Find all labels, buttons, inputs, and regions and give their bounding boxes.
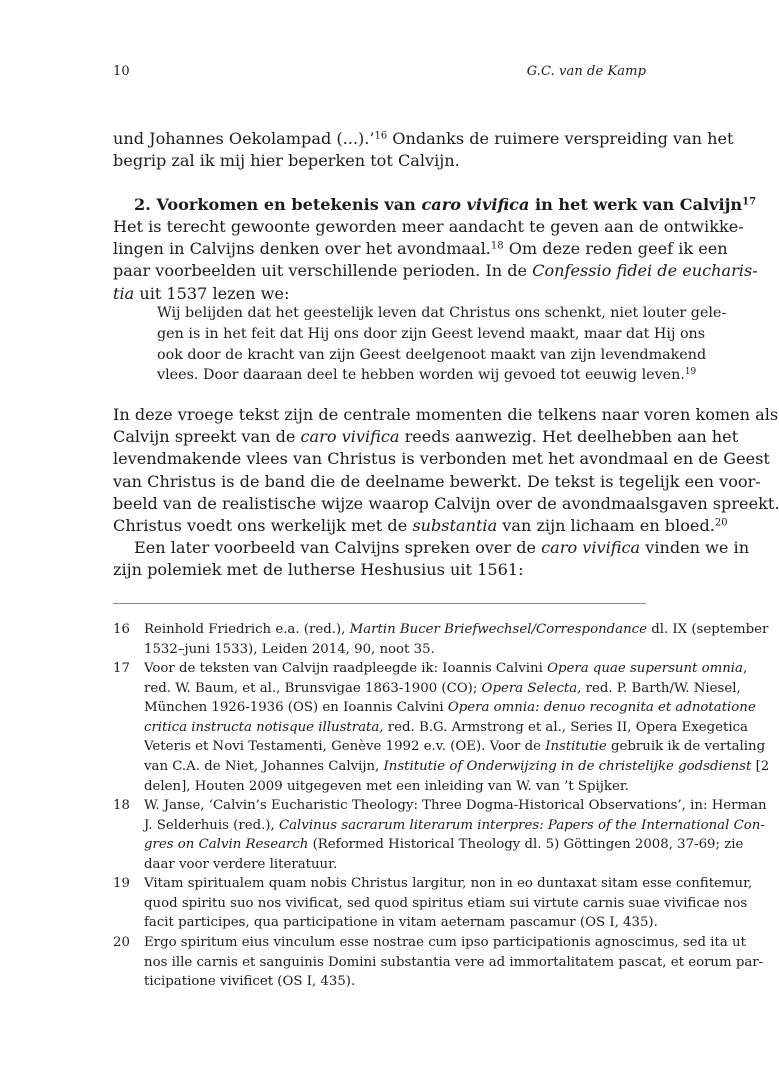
footnote-18 [113,796,767,874]
footnote-line: J. Selderhuis (red.), Calvinus sacrarum literarum interpres: Papers of the International Con- [144,817,765,833]
footnote-line: van C.A. de Niet, Johannes Calvijn, Institutie of Onderwijzing in de christelijke godsdienst [2 [144,758,770,774]
text-line: Calvijn spreekt van de caro vivifica reeds aanwezig. Het deelhebben aan het [113,427,739,447]
footnote-number: 17 [113,661,130,676]
footnote-line: Voor de teksten van Calvijn raadpleegde ik: Ioannis Calvini Opera quae supersunt omnia, [144,661,748,676]
footnote-19 [113,874,753,933]
text-line: beeld van de realistische wijze waarop Calvijn over de avondmaalsgaven spreekt. [113,493,779,513]
footnote-line: daar voor verdere literatuur. [144,856,338,872]
text-line: begrip zal ik mij hier beperken tot Calvijn. [113,151,460,171]
footnote-ref-19[interactable]: 19 [684,367,697,378]
quote-line: vlees. Door daaraan deel te hebben worden wij gevoed tot eeuwig leven.$^{19}$ [157,367,697,384]
text-line: Een later voorbeeld van Calvijns spreken over de caro vivifica vinden we in [134,538,750,557]
page-number: 10 [113,64,130,79]
footnote-line: critica instructa notisque illustrata, red. B.G. Armstrong et al., Series II, Opera Exegetica [144,719,748,735]
footnote-number: 18 [113,798,130,813]
footnote-number: 19 [113,876,130,891]
footnote-ref-16[interactable]: 16 [374,130,388,142]
paragraph-2 [113,404,779,537]
footnote-line: Vitam spiritualem quam nobis Christus largitur, non in eo duntaxat sitam esse confitemur, [144,876,753,891]
block-quote [157,303,727,386]
intro-paragraph [113,128,734,172]
footnote-line: München 1926-1936 (OS) en Ioannis Calvini Opera omnia: denuo recognita et adnotatione [144,700,756,716]
text-line: tia uit 1537 lezen we: [113,283,290,303]
section-heading: 2. Voorkomen en betekenis van caro vivifica in het werk van Calvijn$^{17}$ [134,195,757,214]
footnote-line: Reinhold Friedrich e.a. (red.), Martin Bucer Briefwechsel/Correspondance dl. IX (september [144,622,769,637]
paragraph-3 [113,537,750,581]
footnote-line: Veteris et Novi Testamenti, Genève 1992 e.v. (OE). Voor de Institutie gebruik ik de vertaling [144,739,766,755]
footnote-17 [113,659,770,796]
footnote-line: red. W. Baum, et al., Brunsvigae 1863-1900 (CO); Opera Selecta, red. P. Barth/W. Niesel, [144,680,741,696]
footnote-line: nos ille carnis et sanguinis Domini substantia vere ad immortalitatem pascat, et eorum par- [144,954,764,970]
footnote-20 [113,933,764,992]
footnote-ref-18[interactable]: 18 [490,240,504,252]
footnote-ref-17[interactable]: 17 [742,196,757,208]
running-head-author: G.C. van de Kamp [526,64,646,79]
text-line: Christus voedt ons werkelijk met de substantia van zijn lichaam en bloed.$^{20}$ [113,516,728,536]
footnote-line: facit participes, qua participatione in vitam aeternam pascamur (OS I, 435). [144,915,658,931]
text-line: zijn polemiek met de lutherse Heshusius uit 1561: [113,560,524,580]
text-line: und Johannes Oekolampad (...).’$^{16}$ Ondanks de ruimere verspreiding van het [113,129,734,148]
text-line: levendmakende vlees van Christus is verbonden met het avondmaal en de Geest [113,449,770,469]
quote-line: gen is in het feit dat Hij ons door zijn Geest levend maakt, maar dat Hij ons [157,325,706,342]
footnote-line: Ergo spiritum eius vinculum esse nostrae cum ipso participationis agnoscimus, sed ita ut [144,935,746,950]
text-line: In deze vroege tekst zijn de centrale momenten die telkens naar voren komen als [113,405,779,424]
footnote-divider [113,603,646,604]
text-line: van Christus is de band die de deelname bewerkt. De tekst is tegelijk een voor- [113,471,761,491]
footnote-16 [113,620,769,659]
paragraph-1 [113,216,758,305]
footnote-line: delen], Houten 2009 uitgegeven met een inleiding van W. van ’t Spijker. [144,778,629,794]
footnote-ref-20[interactable]: 20 [714,517,728,529]
footnote-line: ticipatione vivificet (OS I, 435). [144,974,356,990]
footnote-line: gres on Calvin Research (Reformed Historical Theology dl. 5) Göttingen 2008, 37-69; zie [144,837,744,853]
footnote-line: 1532–juni 1533), Leiden 2014, 90, noot 35. [144,641,435,657]
footnote-line: quod spiritu suo nos vivificat, sed quod spiritus etiam sui virtute carnis suae vivificae nos [144,895,748,911]
text-line: lingen in Calvijns denken over het avondmaal.$^{18}$ Om deze reden geef ik een [113,239,728,259]
quote-line: ook door de kracht van zijn Geest deelgenoot maakt van zijn levendmakend [157,346,707,363]
text-line: paar voorbeelden uit verschillende perioden. In de Confessio fidei de eucharis- [113,261,758,281]
text-line: Het is terecht gewoonte geworden meer aandacht te geven aan de ontwikke- [113,217,744,236]
footnote-number: 20 [113,935,130,950]
footnote-number: 16 [113,622,130,637]
footnote-line: W. Janse, ‘Calvin’s Eucharistic Theology: Three Dogma-Historical Observations’, in: Herman [144,798,767,813]
quote-line: Wij belijden dat het geestelijk leven dat Christus ons schenkt, niet louter gele- [157,305,727,321]
